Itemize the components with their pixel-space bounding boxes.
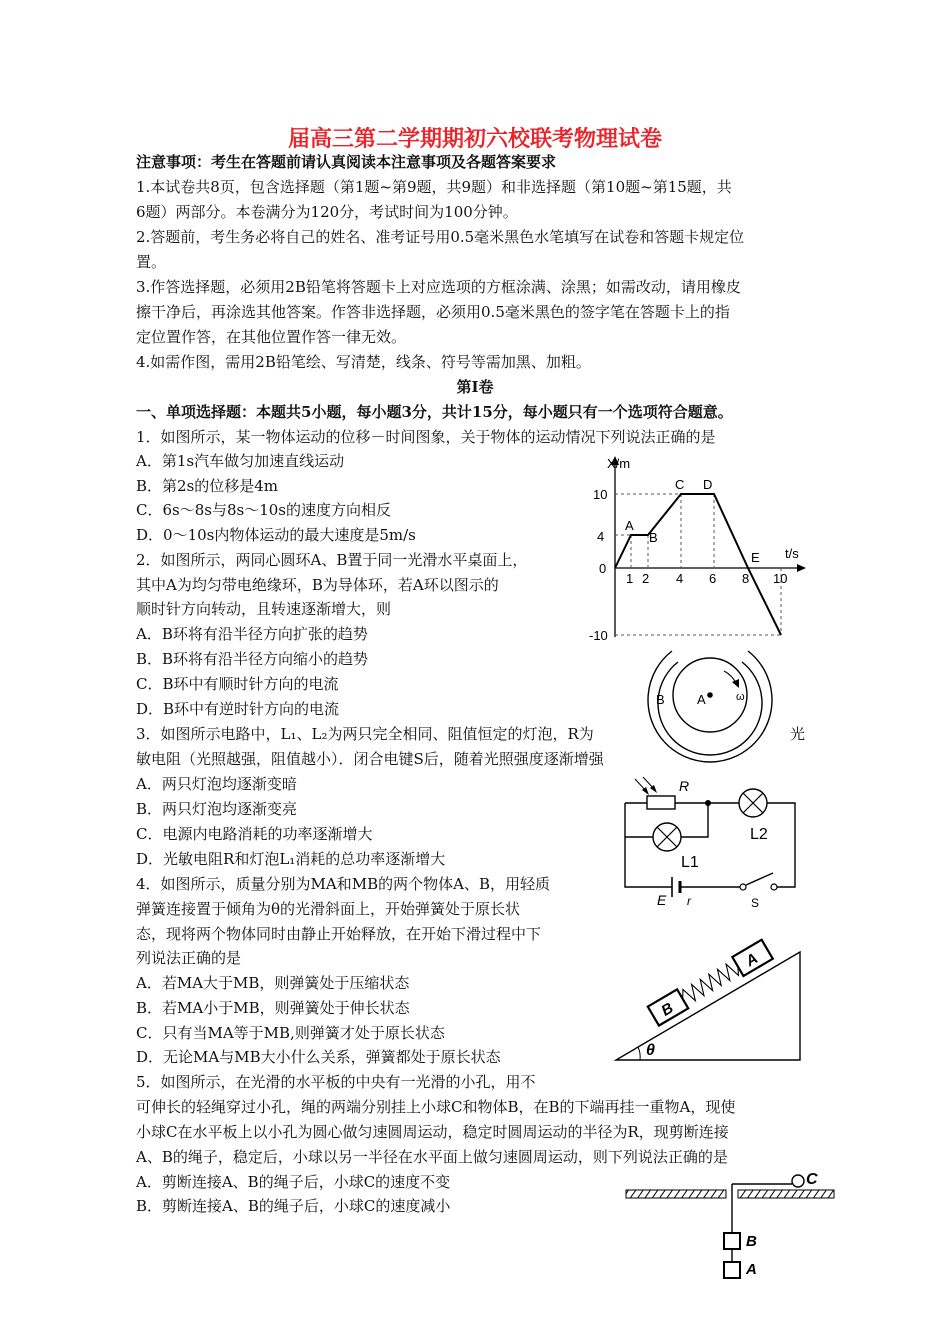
notice-line: 4.如需作图，需用2B铅笔绘、写清楚，线条、符号等需加黑、加粗。 xyxy=(136,353,591,371)
y-tick-label: 0 xyxy=(599,561,607,576)
table-left xyxy=(626,1190,726,1198)
point-label: C xyxy=(675,477,685,492)
incline-figure xyxy=(610,948,810,1066)
option: C．只有当MA等于MB,则弹簧才处于原长状态 xyxy=(136,1024,445,1042)
y-tick-label: 4 xyxy=(597,529,605,544)
theta-label: θ xyxy=(646,1042,655,1059)
notice-line: 6题）两部分。本卷满分为120分，考试时间为100分钟。 xyxy=(136,203,518,221)
block-a-label: A xyxy=(746,1261,757,1278)
notice-line: 3.作答选择题，必须用2B铅笔将答题卡上对应选项的方框涂满、涂黑；如需改动，请用橡皮 xyxy=(136,278,741,296)
x-tick-label: 2 xyxy=(642,571,650,586)
y-axis-label: X/m xyxy=(607,456,631,471)
omega-label: ω xyxy=(736,691,745,703)
option: A．两只灯泡均逐渐变暗 xyxy=(136,775,297,793)
label-l2: L2 xyxy=(750,826,768,843)
x-tick-label: 4 xyxy=(676,571,684,586)
x-tick-label: 6 xyxy=(709,571,717,586)
notice-line: 2.答题前，考生务必将自己的姓名、准考证号用0.5毫米黑色水笔填写在试卷和答题卡规定位 xyxy=(136,228,745,246)
x-axis-label: t/s xyxy=(785,546,799,561)
question-stem: 弹簧连接置于倾角为θ的光滑斜面上，开始弹簧处于原长状 xyxy=(136,900,521,918)
label-r: R xyxy=(679,778,690,794)
question-stem: 其中A为均匀带电绝缘环，B为导体环，若A环以图示的 xyxy=(136,576,499,594)
question-stem: 敏电阻（光照越强，阻值越小）．闭合电键S后，随着光照强度逐渐增强 xyxy=(136,750,604,768)
option: A．B环将有沿半径方向扩张的趋势 xyxy=(136,625,368,643)
option: D．无论MA与MB大小什么关系，弹簧都处于原长状态 xyxy=(136,1048,501,1066)
section-heading: 一、单项选择题：本题共5小题，每小题3分，共计15分，每小题只有一个选项符合题意。 xyxy=(136,403,733,421)
xt-graph-figure xyxy=(585,450,815,650)
x-tick-label: 8 xyxy=(742,571,750,586)
question-stem: 4．如图所示，质量分别为MA和MB的两个物体A、B，用轻质 xyxy=(136,875,550,893)
x-tick-label: 10 xyxy=(773,571,788,586)
question-stem: 态，现将两个物体同时由静止开始释放，在开始下滑过程中下 xyxy=(136,925,542,943)
ring-label-a: A xyxy=(697,692,706,707)
label-l1: L1 xyxy=(681,854,699,871)
block-a-label: A xyxy=(742,949,761,971)
center-dot xyxy=(707,692,713,698)
option: B．两只灯泡均逐渐变亮 xyxy=(136,800,298,818)
option: C．6s～8s与8s～10s的速度方向相反 xyxy=(136,501,391,519)
question-stem: 小球C在水平板上以小孔为圆心做匀速圆周运动，稳定时圆周运动的半径为R，现剪断连接 xyxy=(136,1123,729,1141)
option: A．第1s汽车做匀加速直线运动 xyxy=(136,452,345,470)
incline xyxy=(616,949,800,1060)
volume-heading: 第Ⅰ卷 xyxy=(456,378,494,396)
question-stem: 顺时针方向转动，且转速逐渐增大，则 xyxy=(136,600,392,618)
spring xyxy=(679,960,742,1006)
question-stem: 可伸长的轻绳穿过小孔，绳的两端分别挂上小球C和物体B，在B的下端再挂一重物A，现使 xyxy=(136,1098,736,1116)
y-tick-label: 10 xyxy=(593,487,608,502)
question-stem: 1．如图所示，某一物体运动的位移－时间图象，关于物体的运动情况下列说法正确的是 xyxy=(136,428,716,446)
point-label: E xyxy=(751,550,760,565)
photoresistor-r xyxy=(647,796,675,809)
ball-c xyxy=(792,1175,804,1187)
question-stem: 2．如图所示，两同心圆环A、B置于同一光滑水平桌面上， xyxy=(136,551,528,569)
point-label: D xyxy=(703,477,713,492)
y-tick-label: -10 xyxy=(589,628,608,643)
notice-heading: 注意事项：考生在答题前请认真阅读本注意事项及各题答案要求 xyxy=(136,153,557,171)
x-tick-label: 1 xyxy=(626,571,634,586)
label-r-internal: r xyxy=(687,894,691,908)
point-label: B xyxy=(649,530,658,545)
ring-label-b: B xyxy=(656,692,665,707)
circuit-figure xyxy=(615,775,805,915)
option: C．电源内电路消耗的功率逐渐增大 xyxy=(136,825,373,843)
arrowhead-icon xyxy=(732,679,739,688)
block-b-label: B xyxy=(658,999,677,1020)
option: D．光敏电阻R和灯泡L₁消耗的总功率逐渐增大 xyxy=(136,850,446,868)
question-stem: A、B的绳子，稳定后，小球以另一半径在水平面上做匀速圆周运动，则下列说法正确的是 xyxy=(136,1148,728,1166)
ring-b-outer xyxy=(648,651,772,762)
question-stem: 5．如图所示，在光滑的水平板的中央有一光滑的小孔，用不 xyxy=(136,1073,536,1091)
table-hole-figure xyxy=(620,1170,840,1285)
label-s: S xyxy=(751,896,760,910)
question-stem: 3．如图所示电路中，L₁、L₂为两只完全相同、阻值恒定的灯泡，R为 xyxy=(136,725,594,743)
question-stem: 光 xyxy=(790,725,806,743)
option: B．若MA小于MB，则弹簧处于伸长状态 xyxy=(136,999,410,1017)
table-right xyxy=(738,1190,834,1198)
option: A．若MA大于MB，则弹簧处于压缩状态 xyxy=(136,974,410,992)
rings-figure xyxy=(640,648,780,748)
option: D．0～10s内物体运动的最大速度是5m/s xyxy=(136,526,416,544)
notice-line: 定位置作答，在其他位置作答一律无效。 xyxy=(136,328,407,346)
option: A．剪断连接A、B的绳子后，小球C的速度不变 xyxy=(136,1173,451,1191)
option: C．B环中有顺时针方向的电流 xyxy=(136,675,339,693)
block-a xyxy=(724,1262,740,1278)
notice-line: 1.本试卷共8页，包含选择题（第1题~第9题，共9题）和非选择题（第10题~第15题，共 xyxy=(136,178,732,196)
option: B．第2s的位移是4m xyxy=(136,477,279,495)
option: B．B环将有沿半径方向缩小的趋势 xyxy=(136,650,369,668)
notice-line: 擦干净后，再涂选其他答案。作答非选择题，必须用0.5毫米黑色的签字笔在答题卡上的指 xyxy=(136,303,730,321)
notice-line: 置。 xyxy=(136,253,167,271)
page-title: 届高三第二学期期初六校联考物理试卷 xyxy=(287,126,662,152)
option: B．剪断连接A、B的绳子后，小球C的速度减小 xyxy=(136,1197,451,1215)
question-stem: 列说法正确的是 xyxy=(136,949,242,967)
block-b-label: B xyxy=(746,1233,757,1250)
ring-b-inner xyxy=(658,662,762,755)
label-e: E xyxy=(657,892,667,908)
x-axis-arrow-icon xyxy=(797,564,806,572)
block-b xyxy=(724,1233,740,1249)
point-label: A xyxy=(625,518,634,533)
ball-c-label: C xyxy=(806,1171,818,1188)
switch-s xyxy=(746,873,773,885)
option: D．B环中有逆时针方向的电流 xyxy=(136,700,340,718)
